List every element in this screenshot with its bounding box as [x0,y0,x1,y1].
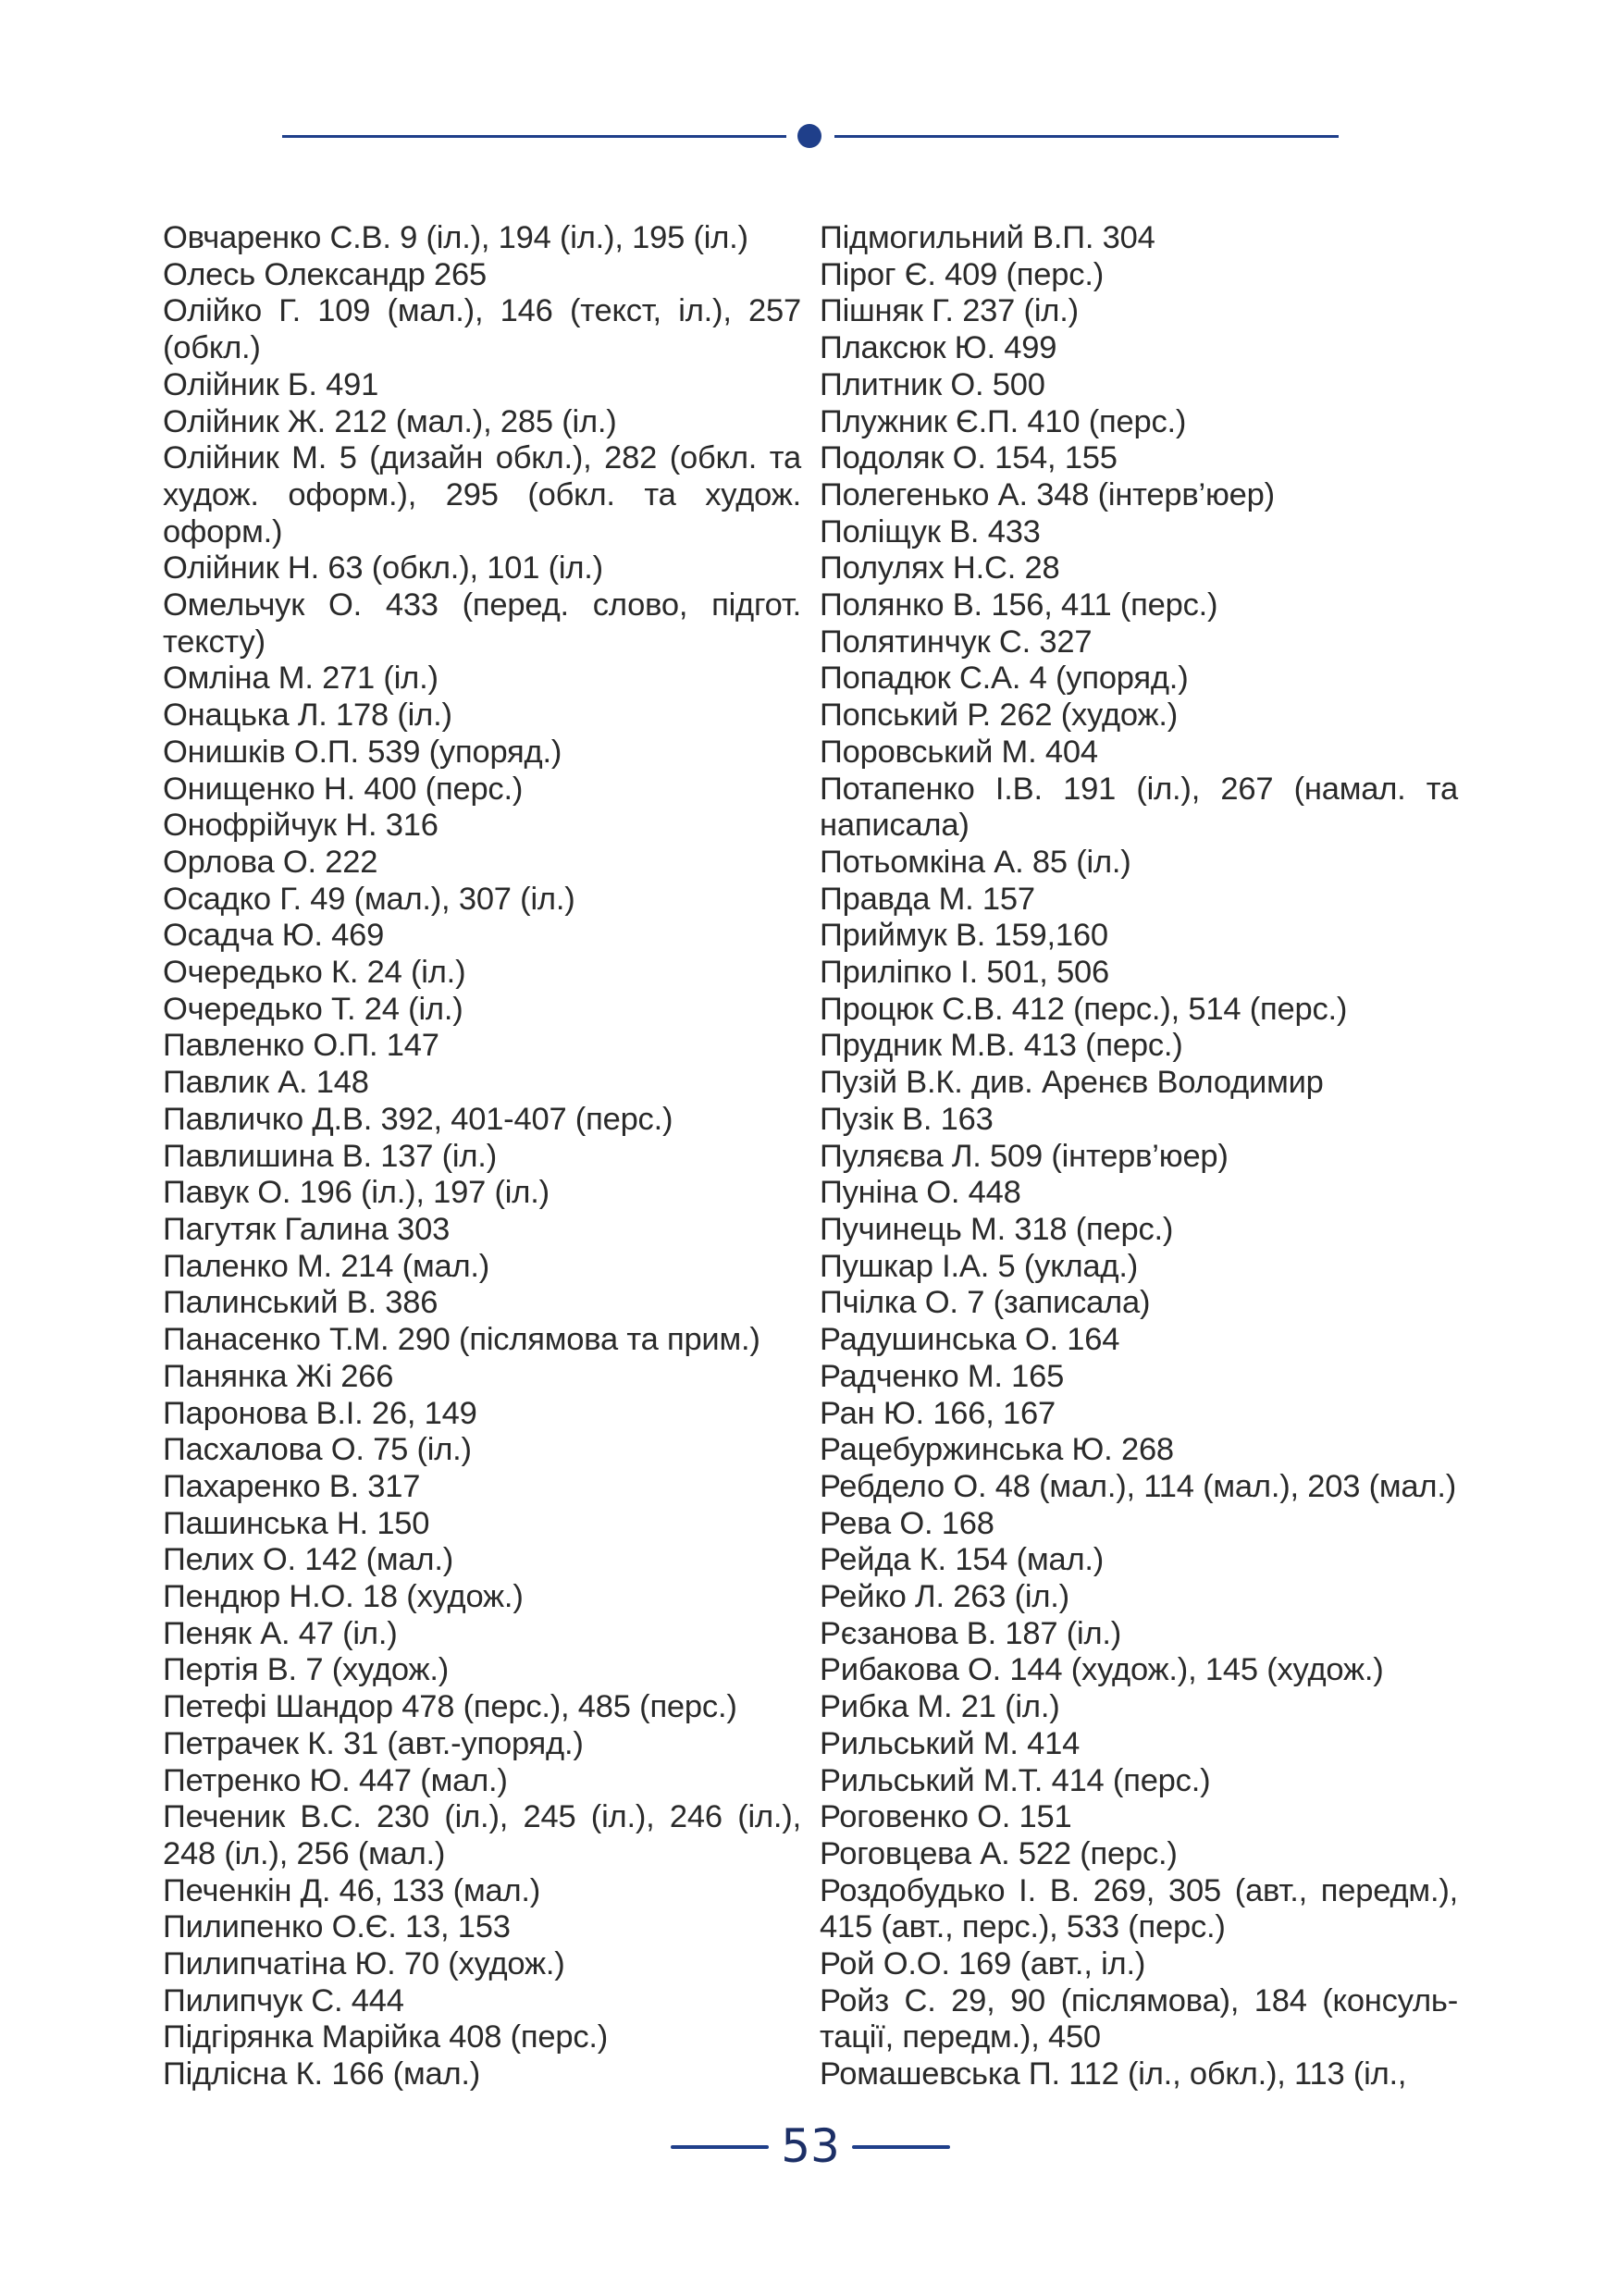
index-entry: Рильський М. 414 [820,1725,1081,1761]
index-entry: Палинський В. 386 [163,1285,438,1321]
index-entry: Пахаренко В. 317 [163,1468,421,1504]
index-entry: Омельчук О. 433 (перед. слово, підгот. тексту) [163,587,801,660]
index-entry: Попський Р. 262 (худож.) [820,697,1179,734]
index-entry: Олійник М. 5 (дизайн обкл.), 282 (обкл. та худож. оформ.), 295 (обкл. та худож. оформ.) [163,440,801,549]
index-entry: Потапенко І.В. 191 (іл.), 267 (намал. та написала) [820,771,1458,844]
index-entry: Процюк С.В. 412 (перс.), 514 (перс.) [820,991,1348,1027]
index-entry: Панасенко Т.М. 290 (післямова та прим.) [163,1322,760,1358]
index-entry: Роговцева А. 522 (перс.) [820,1835,1178,1871]
index-entry: Петефі Шандор 478 (перс.), 485 (перс.) [163,1689,737,1725]
index-entry: Поровський М. 404 [820,734,1098,770]
index-entry: Підлісна К. 166 (мал.) [163,2056,481,2092]
index-entry: Плитник О. 500 [820,366,1045,402]
index-entry: Пасхалова О. 75 (іл.) [163,1432,472,1468]
index-entry: Омліна М. 271 (іл.) [163,660,438,697]
index-entry: Пузій В.К. див. Аренєв Володимир [820,1065,1324,1101]
index-entry: Петренко Ю. 447 (мал.) [163,1762,508,1798]
index-entry: Очередько Т. 24 (іл.) [163,991,463,1027]
index-entry: Приймук В. 159,160 [820,918,1108,954]
index-entry: Павличко Д.В. 392, 401-407 (перс.) [163,1101,673,1137]
index-entry: Пішняк Г. 237 (іл.) [820,293,1079,329]
index-entry: Панянка Жі 266 [163,1358,394,1394]
index-entry: Онацька Л. 178 (іл.) [163,697,452,734]
index-entry: Полятинчук С. 327 [820,623,1093,660]
index-entry: Печенкін Д. 46, 133 (мал.) [163,1872,541,1908]
index-entry: Поліщук В. 433 [820,513,1041,549]
index-entry: Пуляєва Л. 509 (інтерв’юер) [820,1138,1229,1174]
index-entry: Правда М. 157 [820,881,1035,917]
index-entry: Полулях Н.С. 28 [820,550,1060,586]
index-entry: Рева О. 168 [820,1505,994,1541]
index-entry: Пашинська Н. 150 [163,1505,430,1541]
index-entry: Попадюк С.А. 4 (упоряд.) [820,660,1189,697]
index-entry: Пуніна О. 448 [820,1175,1021,1211]
index-entry: Осадча Ю. 469 [163,918,385,954]
index-entry: Підгірянка Марійка 408 (перс.) [163,2019,609,2055]
index-entry: Паленко М. 214 (мал.) [163,1248,490,1284]
index-entry: Рильський М.Т. 414 (перс.) [820,1762,1211,1798]
index-entry: Пчілка О. 7 (записала) [820,1285,1151,1321]
index-entry: Прудник М.В. 413 (перс.) [820,1028,1183,1064]
index-entry: Полянко В. 156, 411 (перс.) [820,587,1218,623]
index-entry: Полегенько А. 348 (інтерв’юер) [820,476,1275,512]
index-column-left [163,220,801,2093]
index-entry: Павук О. 196 (іл.), 197 (іл.) [163,1175,550,1211]
index-entry: Паронова В.І. 26, 149 [163,1395,477,1431]
index-entry: Павлик А. 148 [163,1065,369,1101]
index-entry: Рой О.О. 169 (авт., іл.) [820,1946,1146,1982]
index-entry: Овчаренко С.В. 9 (іл.), 194 (іл.), 195 (іл.) [163,220,748,255]
index-entry: Пучинець М. 318 (перс.) [820,1211,1174,1247]
index-entry: Пірог Є. 409 (перс.) [820,256,1104,292]
index-entry: Печеник В.С. 230 (іл.), 245 (іл.), 246 (іл.), 248 (іл.), 256 (мал.) [163,1799,801,1871]
index-entry: Павленко О.П. 147 [163,1028,439,1064]
index-entry: Рацебуржинська Ю. 268 [820,1432,1174,1468]
index-entry: Ран Ю. 166, 167 [820,1395,1056,1431]
index-entry: Пеняк А. 47 (іл.) [163,1615,398,1651]
index-entry: Пендюр Н.О. 18 (худож.) [163,1579,524,1615]
index-entry: Пилипенко О.Є. 13, 153 [163,1909,511,1945]
index-entry: Рєзанова В. 187 (іл.) [820,1615,1122,1651]
index-entry: Пушкар І.А. 5 (уклад.) [820,1248,1139,1284]
index-entry: Рибакова О. 144 (худож.), 145 (худож.) [820,1652,1384,1688]
index-entry: Пилипчук С. 444 [163,1982,404,2018]
index-entry: Орлова О. 222 [163,844,378,880]
index-entry: Олійник Б. 491 [163,366,379,402]
index-entry: Олійник Н. 63 (обкл.), 101 (іл.) [163,550,603,586]
page-number-rule-left [671,2145,769,2149]
index-entry: Радушинська О. 164 [820,1322,1120,1358]
top-ornament-dot [797,124,821,148]
index-entry: Підмогильний В.П. 304 [820,220,1155,255]
index-entry: Пузік В. 163 [820,1101,994,1137]
index-entry: Очередько К. 24 (іл.) [163,955,466,991]
page-number: 53 [781,2119,840,2173]
index-entry: Пилипчатіна Ю. 70 (худож.) [163,1946,565,1982]
index-entry: Онищенко Н. 400 (перс.) [163,771,524,807]
index-entry: Онишків О.П. 539 (упоряд.) [163,734,562,770]
index-entry: Роздобудько І. В. 269, 305 (авт., передм.), 415 (авт., перс.), 533 (перс.) [820,1872,1458,1945]
index-entry: Подоляк О. 154, 155 [820,440,1118,476]
index-entry: Рейда К. 154 (мал.) [820,1542,1105,1578]
index-column-right [820,220,1458,2093]
index-entry: Олійко Г. 109 (мал.), 146 (текст, іл.), 257 (обкл.) [163,293,801,366]
index-entry: Приліпко І. 501, 506 [820,955,1110,991]
index-entry: Пелих О. 142 (мал.) [163,1542,454,1578]
index-entry: Ребдело О. 48 (мал.), 114 (мал.), 203 (мал.) [820,1468,1457,1504]
index-entry: Плаксюк Ю. 499 [820,330,1057,366]
index-entry: Олійник Ж. 212 (мал.), 285 (іл.) [163,403,617,439]
index-entry: Потьомкіна А. 85 (іл.) [820,844,1131,880]
index-entry: Ройз С. 29, 90 (післямова), 184 (консуль-тації, передм.), 450 [820,1982,1458,2055]
index-entry: Ромашевська П. 112 (іл., обкл.), 113 (іл., [820,2056,1407,2092]
index-entry: Плужник Є.П. 410 (перс.) [820,403,1187,439]
index-entry: Рейко Л. 263 (іл.) [820,1579,1069,1615]
top-ornament-line-right [834,135,1339,138]
index-entry: Онофрійчук Н. 316 [163,808,438,844]
index-entry: Рибка М. 21 (іл.) [820,1689,1060,1725]
index-entry: Пертія В. 7 (худож.) [163,1652,450,1688]
top-ornament-line-left [282,135,786,138]
index-entry: Радченко М. 165 [820,1358,1065,1394]
index-entry: Осадко Г. 49 (мал.), 307 (іл.) [163,881,575,917]
index-entry: Павлишина В. 137 (іл.) [163,1138,497,1174]
index-entry: Пагутяк Галина 303 [163,1211,451,1247]
index-entry: Петрачек К. 31 (авт.-упоряд.) [163,1725,584,1761]
index-entry: Роговенко О. 151 [820,1799,1072,1835]
page-number-rule-right [852,2145,950,2149]
index-entry: Олесь Олександр 265 [163,256,487,292]
